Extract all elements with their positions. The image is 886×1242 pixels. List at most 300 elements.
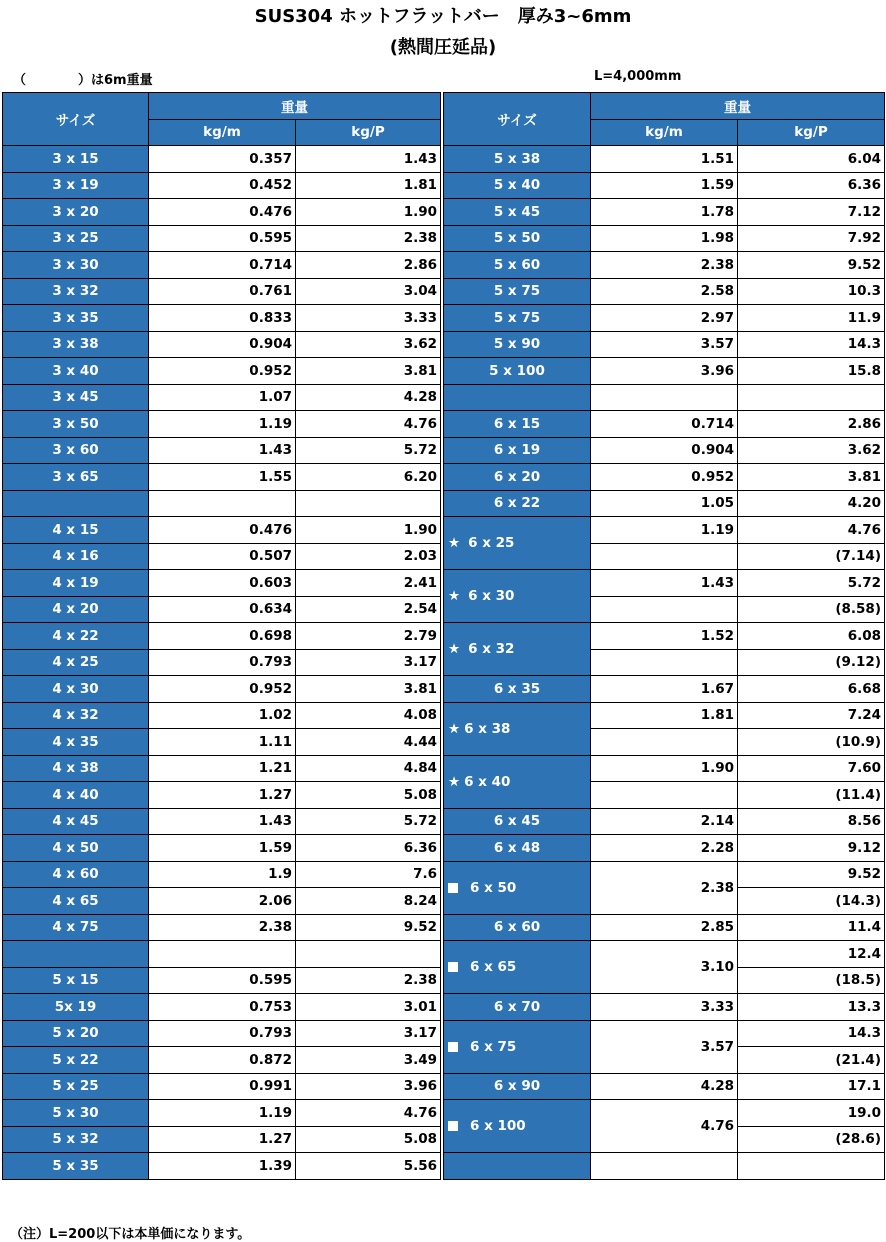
table-row <box>444 623 885 650</box>
kgm-cell: 0.452 <box>149 172 296 199</box>
size-cell <box>3 941 149 968</box>
kgm-cell: 2.38 <box>591 252 738 279</box>
kgp-cell: 5.08 <box>296 782 441 809</box>
kgm-cell: 1.98 <box>591 225 738 252</box>
table-row <box>3 331 441 358</box>
kgm-cell: 0.714 <box>149 252 296 279</box>
paren-close-label: ）は6m重量 <box>78 73 153 88</box>
table-row <box>444 994 885 1021</box>
kgp-cell: 8.56 <box>738 808 885 835</box>
kgm-cell: 1.27 <box>149 1126 296 1153</box>
kgp-cell: 12.4 <box>738 941 885 968</box>
kgm-header: kg/m <box>591 119 738 146</box>
size-label: 6 x 75 <box>470 1038 517 1055</box>
table-row <box>444 1153 885 1180</box>
kgm-cell: 0.761 <box>149 278 296 305</box>
size-cell: 4 x 38 <box>3 755 149 782</box>
kgm-cell: 0.833 <box>149 305 296 332</box>
page-subtitle: (熱間圧延品) <box>389 37 497 58</box>
table-row <box>444 570 885 597</box>
kgm-cell: 2.38 <box>149 914 296 941</box>
kgp-6m-cell: (28.6) <box>738 1126 885 1153</box>
size-cell: 6 x 90 <box>444 1073 591 1100</box>
kgm-cell: 0.753 <box>149 994 296 1021</box>
kgp-cell: 5.08 <box>296 1126 441 1153</box>
kgm-cell: 0.476 <box>149 517 296 544</box>
table-row <box>3 1126 441 1153</box>
kgp-cell: 3.81 <box>296 358 441 385</box>
size-cell: 5 x 38 <box>444 146 591 173</box>
kgm-cell: 1.51 <box>591 146 738 173</box>
size-cell: 5 x 90 <box>444 331 591 358</box>
size-label: 6 x 30 <box>468 588 515 604</box>
kgm-cell: 1.02 <box>149 702 296 729</box>
size-cell: 5 x 40 <box>444 172 591 199</box>
size-label: 6 x 32 <box>468 641 515 657</box>
kgp-cell: 5.56 <box>296 1153 441 1180</box>
kgm-cell: 1.19 <box>591 517 738 544</box>
table-row <box>3 676 441 703</box>
kgp-cell <box>296 941 441 968</box>
kgp-cell <box>296 490 441 517</box>
kgp-cell: 7.6 <box>296 861 441 888</box>
size-cell: 3 x 35 <box>3 305 149 332</box>
kgm-cell: 1.43 <box>149 808 296 835</box>
kgm-cell: 0.872 <box>149 1047 296 1074</box>
kgp-6m-cell: (10.9) <box>738 729 885 756</box>
size-cell: 3 x 32 <box>3 278 149 305</box>
size-cell: 4 x 35 <box>3 729 149 756</box>
kgm-cell: 2.28 <box>591 835 738 862</box>
kgp-cell: 3.01 <box>296 994 441 1021</box>
size-cell: 3 x 65 <box>3 464 149 491</box>
size-cell: 5 x 60 <box>444 252 591 279</box>
kgm-cell: 0.991 <box>149 1073 296 1100</box>
size-cell: 6 x 35 <box>444 676 591 703</box>
table-row <box>3 570 441 597</box>
table-row <box>3 464 441 491</box>
kgm-cell: 1.11 <box>149 729 296 756</box>
size-cell: 4 x 15 <box>3 517 149 544</box>
kgp-cell: 2.86 <box>738 411 885 438</box>
size-label: 6 x 50 <box>470 879 517 896</box>
size-cell: 4 x 19 <box>3 570 149 597</box>
kgm-cell <box>591 384 738 411</box>
table-row <box>444 490 885 517</box>
star-marker-icon: ★ <box>448 720 461 737</box>
table-row <box>444 358 885 385</box>
kgm-cell: 4.76 <box>591 1100 738 1153</box>
kgp-cell: 19.0 <box>738 1100 885 1127</box>
size-cell: 6 x 60 <box>444 914 591 941</box>
size-cell: 4 x 50 <box>3 835 149 862</box>
kgp-cell: 7.60 <box>738 755 885 782</box>
table-row <box>444 755 885 782</box>
kgm-cell: 1.43 <box>149 437 296 464</box>
table-row <box>3 1153 441 1180</box>
size-cell: 5 x 15 <box>3 967 149 994</box>
table-row <box>444 146 885 173</box>
table-row <box>444 861 885 888</box>
table-row <box>3 225 441 252</box>
kgp-cell: 2.79 <box>296 623 441 650</box>
kgp-6m-cell: (14.3) <box>738 888 885 915</box>
table-row <box>444 252 885 279</box>
square-marker-icon <box>448 1042 458 1052</box>
kgm-cell: 0.714 <box>591 411 738 438</box>
table-row <box>3 252 441 279</box>
kgp-cell: 3.49 <box>296 1047 441 1074</box>
kgp-cell: 11.9 <box>738 305 885 332</box>
kgm-cell: 0.952 <box>149 676 296 703</box>
star-marker-icon: ★ <box>448 588 461 604</box>
size-cell <box>444 702 591 755</box>
kgp-cell: 15.8 <box>738 358 885 385</box>
kgm-cell: 1.27 <box>149 782 296 809</box>
size-cell: 3 x 38 <box>3 331 149 358</box>
size-cell: 5 x 75 <box>444 278 591 305</box>
kgp-cell: 3.33 <box>296 305 441 332</box>
kgp-cell: 4.76 <box>296 411 441 438</box>
size-cell <box>444 623 591 676</box>
size-cell: 5 x 25 <box>3 1073 149 1100</box>
kgp-cell: 10.3 <box>738 278 885 305</box>
table-row <box>444 1020 885 1047</box>
kgm-cell: 0.357 <box>149 146 296 173</box>
size-cell: 6 x 48 <box>444 835 591 862</box>
size-cell: 4 x 16 <box>3 543 149 570</box>
kgm-cell: 0.698 <box>149 623 296 650</box>
kgm-cell: 1.21 <box>149 755 296 782</box>
size-cell: 3 x 40 <box>3 358 149 385</box>
kgm-cell: 0.507 <box>149 543 296 570</box>
kgp-cell: 17.1 <box>738 1073 885 1100</box>
kgp-cell: 7.92 <box>738 225 885 252</box>
size-cell: 4 x 20 <box>3 596 149 623</box>
table-row <box>3 914 441 941</box>
table-row <box>3 437 441 464</box>
size-cell: 5 x 22 <box>3 1047 149 1074</box>
table-row <box>3 808 441 835</box>
table-row <box>3 1073 441 1100</box>
kgp-cell: 6.36 <box>738 172 885 199</box>
table-row <box>3 543 441 570</box>
kgp-cell: 3.81 <box>738 464 885 491</box>
table-row <box>3 835 441 862</box>
size-cell: 6 x 20 <box>444 464 591 491</box>
kgp-cell: 6.68 <box>738 676 885 703</box>
size-label: 6 x 65 <box>470 959 517 975</box>
kgp-cell: 6.08 <box>738 623 885 650</box>
star-marker-icon: ★ <box>448 535 461 551</box>
size-label: 6 x 25 <box>468 535 515 551</box>
kgm-cell: 3.57 <box>591 1020 738 1073</box>
kgm-cell: 0.595 <box>149 225 296 252</box>
size-cell: 5 x 50 <box>444 225 591 252</box>
kgp-header: kg/P <box>738 119 885 146</box>
kgm-cell: 1.9 <box>149 861 296 888</box>
table-row <box>444 384 885 411</box>
kgp-cell: 2.41 <box>296 570 441 597</box>
size-cell: 6 x 19 <box>444 437 591 464</box>
table-row <box>444 1100 885 1127</box>
size-cell: 5x 19 <box>3 994 149 1021</box>
size-cell: 4 x 40 <box>3 782 149 809</box>
kgm-cell: 0.904 <box>591 437 738 464</box>
kgp-6m-cell: (7.14) <box>738 543 885 570</box>
kgm-cell: 0.603 <box>149 570 296 597</box>
kgm-cell: 0.952 <box>591 464 738 491</box>
kgp-cell: 3.17 <box>296 1020 441 1047</box>
size-header: サイズ <box>444 93 591 146</box>
kgm-cell: 0.595 <box>149 967 296 994</box>
kgp-cell: 5.72 <box>738 570 885 597</box>
kgp-6m-cell: (9.12) <box>738 649 885 676</box>
right-table-body <box>444 146 885 1180</box>
kgp-cell: 5.72 <box>296 808 441 835</box>
kgp-cell: 3.62 <box>738 437 885 464</box>
size-cell: 5 x 75 <box>444 305 591 332</box>
square-marker-icon <box>448 1121 458 1131</box>
kgp-cell: 9.12 <box>738 835 885 862</box>
table-row <box>3 702 441 729</box>
table-row <box>444 331 885 358</box>
footnote: （注）L=200以下は本単価になります。 <box>10 1227 251 1242</box>
table-row <box>444 464 885 491</box>
table-row <box>3 278 441 305</box>
kgp-cell <box>738 384 885 411</box>
kgp-cell: 4.76 <box>738 517 885 544</box>
weight-note <box>13 69 153 88</box>
size-cell: 5 x 20 <box>3 1020 149 1047</box>
kgm-cell: 0.634 <box>149 596 296 623</box>
size-cell: 3 x 60 <box>3 437 149 464</box>
table-row <box>444 702 885 729</box>
table-row <box>444 225 885 252</box>
kgm-cell: 2.06 <box>149 888 296 915</box>
kgp-cell: 1.90 <box>296 517 441 544</box>
table-row <box>3 888 441 915</box>
size-cell: 3 x 20 <box>3 199 149 226</box>
size-cell: 5 x 32 <box>3 1126 149 1153</box>
kgm-cell: 1.59 <box>149 835 296 862</box>
kgm-cell: 3.10 <box>591 941 738 994</box>
kgm-cell: 3.57 <box>591 331 738 358</box>
table-row <box>3 358 441 385</box>
kgm-cell: 0.904 <box>149 331 296 358</box>
kgp-cell: 4.08 <box>296 702 441 729</box>
size-header: サイズ <box>3 93 149 146</box>
size-cell <box>444 1100 591 1153</box>
size-cell <box>444 1153 591 1180</box>
kgm-cell: 2.38 <box>591 861 738 914</box>
kgp-header: kg/P <box>296 119 441 146</box>
star-marker-icon: ★ <box>448 773 461 790</box>
table-row <box>444 411 885 438</box>
weight-header: 重量 <box>591 93 885 120</box>
table-row <box>3 994 441 1021</box>
kgp-cell: 14.3 <box>738 331 885 358</box>
table-row <box>3 649 441 676</box>
table-row <box>444 914 885 941</box>
table-row <box>3 411 441 438</box>
kgm-cell: 1.90 <box>591 755 738 782</box>
kgm-cell: 1.07 <box>149 384 296 411</box>
kgm-cell: 3.33 <box>591 994 738 1021</box>
size-label: 6 x 100 <box>470 1118 526 1134</box>
size-cell: 4 x 25 <box>3 649 149 676</box>
kgm-cell <box>591 1153 738 1180</box>
kgp-cell: 3.17 <box>296 649 441 676</box>
kgm-cell <box>591 543 738 570</box>
kgm-cell: 0.793 <box>149 649 296 676</box>
kgp-cell: 4.44 <box>296 729 441 756</box>
size-cell: 6 x 70 <box>444 994 591 1021</box>
table-row <box>444 199 885 226</box>
kgp-cell: 14.3 <box>738 1020 885 1047</box>
kgp-cell: 3.62 <box>296 331 441 358</box>
size-cell: 4 x 30 <box>3 676 149 703</box>
kgm-cell: 2.14 <box>591 808 738 835</box>
kgp-cell: 3.04 <box>296 278 441 305</box>
table-row <box>3 490 441 517</box>
size-cell: 5 x 35 <box>3 1153 149 1180</box>
kgp-6m-cell: (11.4) <box>738 782 885 809</box>
kgm-cell: 1.78 <box>591 199 738 226</box>
size-cell: 5 x 100 <box>444 358 591 385</box>
table-row <box>444 808 885 835</box>
table-row <box>3 1100 441 1127</box>
table-row <box>3 941 441 968</box>
kgp-cell: 11.4 <box>738 914 885 941</box>
page-title: SUS304 ホットフラットバー 厚み3~6mm <box>254 6 632 27</box>
size-cell <box>3 490 149 517</box>
size-cell <box>444 384 591 411</box>
kgm-header: kg/m <box>149 119 296 146</box>
kgm-cell: 1.19 <box>149 1100 296 1127</box>
table-row <box>3 1047 441 1074</box>
kgp-cell: 2.54 <box>296 596 441 623</box>
table-row <box>3 199 441 226</box>
kgp-cell: 6.36 <box>296 835 441 862</box>
kgp-cell: 3.81 <box>296 676 441 703</box>
kgm-cell: 1.81 <box>591 702 738 729</box>
kgp-cell: 9.52 <box>738 252 885 279</box>
size-label: 6 x 40 <box>464 773 511 790</box>
kgm-cell: 2.85 <box>591 914 738 941</box>
kgp-cell: 2.03 <box>296 543 441 570</box>
kgm-cell: 1.59 <box>591 172 738 199</box>
size-cell: 3 x 50 <box>3 411 149 438</box>
table-row <box>3 384 441 411</box>
size-cell: 6 x 15 <box>444 411 591 438</box>
kgm-cell: 1.19 <box>149 411 296 438</box>
table-row <box>444 941 885 968</box>
kgp-cell: 9.52 <box>738 861 885 888</box>
weight-header: 重量 <box>149 93 441 120</box>
kgm-cell <box>591 782 738 809</box>
size-cell: 4 x 75 <box>3 914 149 941</box>
table-row <box>3 782 441 809</box>
kgp-cell: 5.72 <box>296 437 441 464</box>
kgp-cell: 1.90 <box>296 199 441 226</box>
table-row <box>444 278 885 305</box>
kgm-cell: 2.58 <box>591 278 738 305</box>
size-cell <box>444 570 591 623</box>
kgp-cell <box>738 1153 885 1180</box>
table-row <box>3 305 441 332</box>
kgm-cell <box>149 490 296 517</box>
kgp-cell: 6.20 <box>296 464 441 491</box>
table-row <box>3 755 441 782</box>
table-row <box>3 596 441 623</box>
size-cell: 6 x 45 <box>444 808 591 835</box>
kgp-cell: 3.96 <box>296 1073 441 1100</box>
kgm-cell: 3.96 <box>591 358 738 385</box>
size-cell: 3 x 19 <box>3 172 149 199</box>
kgm-cell: 1.55 <box>149 464 296 491</box>
size-cell: 6 x 22 <box>444 490 591 517</box>
kgp-cell: 9.52 <box>296 914 441 941</box>
kgp-cell: 4.28 <box>296 384 441 411</box>
kgm-cell: 2.97 <box>591 305 738 332</box>
kgm-cell: 1.39 <box>149 1153 296 1180</box>
size-cell: 4 x 60 <box>3 861 149 888</box>
kgp-cell: 2.38 <box>296 225 441 252</box>
table-row <box>444 676 885 703</box>
kgp-cell: 1.81 <box>296 172 441 199</box>
weight-table-right <box>443 92 885 1180</box>
table-row <box>3 623 441 650</box>
kgm-cell: 1.52 <box>591 623 738 650</box>
kgp-cell: 2.86 <box>296 252 441 279</box>
length-label: L=4,000mm <box>594 69 682 84</box>
kgp-6m-cell: (21.4) <box>738 1047 885 1074</box>
kgp-cell: 7.24 <box>738 702 885 729</box>
table-row <box>3 172 441 199</box>
kgm-cell: 4.28 <box>591 1073 738 1100</box>
square-marker-icon <box>448 883 458 893</box>
table-row <box>444 835 885 862</box>
star-marker-icon: ★ <box>448 641 461 657</box>
kgp-6m-cell: (8.58) <box>738 596 885 623</box>
size-cell: 4 x 22 <box>3 623 149 650</box>
size-label: 6 x 38 <box>464 720 511 737</box>
size-cell <box>444 517 591 570</box>
size-cell: 4 x 45 <box>3 808 149 835</box>
table-row <box>444 172 885 199</box>
table-row <box>444 517 885 544</box>
kgm-cell: 1.43 <box>591 570 738 597</box>
size-cell: 4 x 65 <box>3 888 149 915</box>
kgp-cell: 6.04 <box>738 146 885 173</box>
table-row <box>3 1020 441 1047</box>
size-cell: 3 x 45 <box>3 384 149 411</box>
size-cell <box>444 941 591 994</box>
kgm-cell: 1.05 <box>591 490 738 517</box>
kgp-cell: 7.12 <box>738 199 885 226</box>
square-marker-icon <box>448 962 458 972</box>
size-cell <box>444 861 591 914</box>
kgm-cell <box>591 596 738 623</box>
paren-open: （ <box>13 73 27 88</box>
size-cell: 3 x 15 <box>3 146 149 173</box>
kgm-cell <box>149 941 296 968</box>
size-cell <box>444 755 591 808</box>
kgm-cell: 0.952 <box>149 358 296 385</box>
table-row <box>3 729 441 756</box>
size-cell <box>444 1020 591 1073</box>
